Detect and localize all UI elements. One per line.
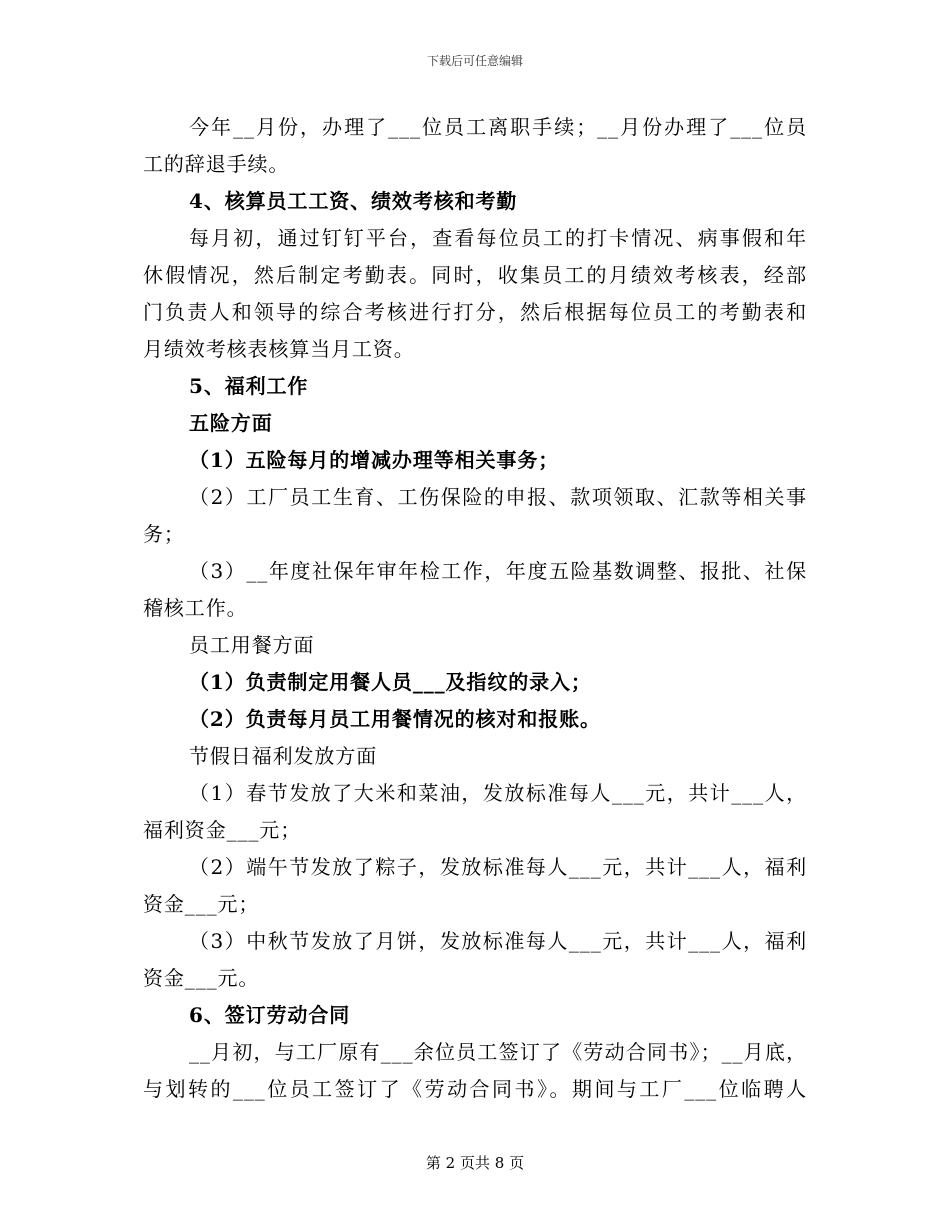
line-text: 月绩效考核表核算当月工资。: [143, 337, 415, 361]
paragraph-line: [143, 257, 807, 294]
section-heading: [143, 183, 807, 220]
line-text: 员工用餐方面: [189, 633, 315, 657]
line-text: （2）负责每月员工用餐情况的核对和报账。: [189, 707, 601, 731]
line-text: 务；: [143, 522, 185, 546]
paragraph-line: [143, 775, 807, 812]
section-heading: [143, 701, 807, 738]
line-text: 休假情况，然后制定考勤表。同时，收集员工的月绩效考核表，经部: [143, 263, 807, 287]
line-text: 4、核算员工工资、绩效考核和考勤: [189, 189, 518, 213]
line-text: （2）工厂员工生育、工伤保险的申报、款项领取、汇款等相关事: [189, 485, 807, 509]
paragraph-line: [143, 109, 807, 146]
line-text: 福利资金___元；: [143, 818, 302, 842]
paragraph-line: [143, 1034, 807, 1071]
paragraph-line: [143, 1071, 807, 1108]
paragraph-line: [143, 812, 807, 849]
line-text: 工的辞退手续。: [143, 152, 290, 176]
section-heading: [143, 442, 807, 479]
section-heading: [143, 664, 807, 701]
line-text: 5、福利工作: [189, 374, 309, 398]
paragraph-line: [143, 220, 807, 257]
document-body: [143, 109, 807, 1108]
paragraph-line: [143, 590, 807, 627]
line-text: （1）春节发放了大米和菜油，发放标准每人___元，共计___人，: [189, 781, 807, 805]
page-footer: 第 2 页共 8 页: [425, 1154, 525, 1172]
paragraph-line: [143, 886, 807, 923]
line-text: 资金___元；: [143, 892, 260, 916]
paragraph-line: [143, 849, 807, 886]
line-text: 节假日福利发放方面: [189, 744, 378, 768]
paragraph-line: [143, 627, 807, 664]
line-text: 五险方面: [189, 411, 273, 435]
paragraph-line: [143, 923, 807, 960]
line-text: （3）__年度社保年审年检工作，年度五险基数调整、报批、社保: [189, 559, 807, 583]
paragraph-line: [143, 960, 807, 997]
paragraph-line: [143, 479, 807, 516]
line-text: 门负责人和领导的综合考核进行打分，然后根据每位员工的考勤表和: [143, 300, 807, 324]
line-text: （3）中秋节发放了月饼，发放标准每人___元，共计___人，福利: [189, 929, 807, 953]
line-text: 与划转的___位员工签订了《劳动合同书》。期间与工厂___位临聘人: [143, 1077, 807, 1101]
line-text: 每月初，通过钉钉平台，查看每位员工的打卡情况、病事假和年: [189, 226, 807, 250]
line-text: （1）五险每月的增减办理等相关事务；: [189, 448, 560, 472]
paragraph-line: [143, 738, 807, 775]
line-text: 今年__月份，办理了___位员工离职手续；__月份办理了___位员: [189, 115, 807, 139]
line-text: （1）负责制定用餐人员___及指纹的录入；: [189, 670, 592, 694]
line-text: （2）端午节发放了粽子，发放标准每人___元，共计___人，福利: [189, 855, 807, 879]
page-header: 下载后可任意编辑: [426, 54, 523, 68]
section-heading: [143, 368, 807, 405]
paragraph-line: [143, 294, 807, 331]
line-text: 资金___元。: [143, 966, 260, 990]
paragraph-line: [143, 146, 807, 183]
paragraph-line: [143, 516, 807, 553]
paragraph-line: [143, 553, 807, 590]
line-text: 6、签订劳动合同: [189, 1003, 351, 1027]
line-text: __月初，与工厂原有___余位员工签订了《劳动合同书》；__月底，: [189, 1040, 807, 1064]
paragraph-line: [143, 331, 807, 368]
section-heading: [143, 405, 807, 442]
section-heading: [143, 997, 807, 1034]
line-text: 稽核工作。: [143, 596, 248, 620]
